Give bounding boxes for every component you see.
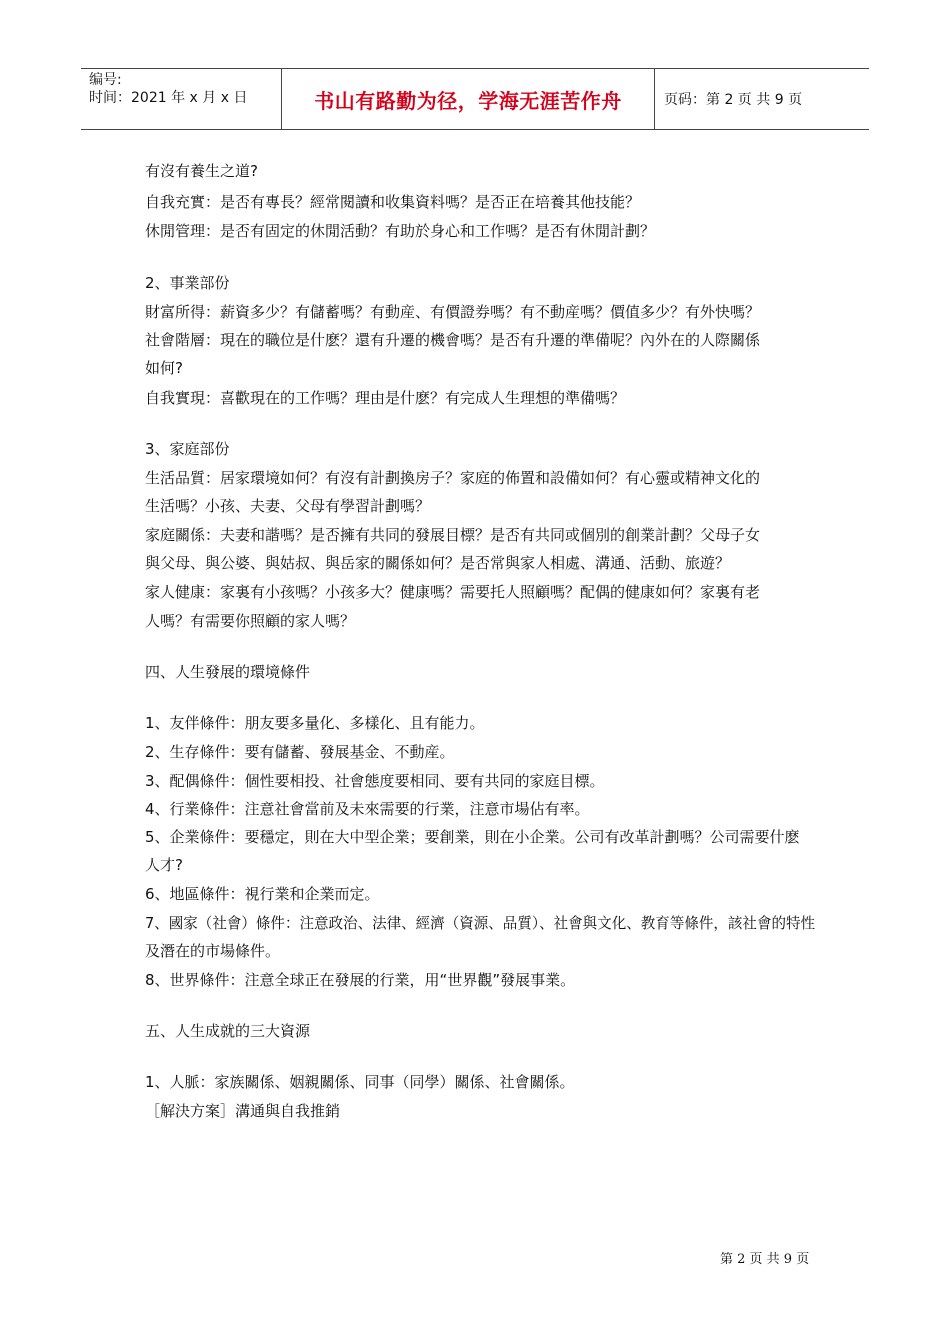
list-item: 7、國家（社會）條件：注意政治、法律、經濟（資源、品質）、社會與文化、教育等條件，該社會的特性 bbox=[145, 914, 816, 932]
list-item: 1、友伴條件：朋友要多量化、多樣化、且有能力。 bbox=[145, 714, 485, 732]
body-line: 家庭關係：夫妻和諧嗎？是否擁有共同的發展目標？是否有共同或個別的創業計劃？父母子女 bbox=[145, 526, 761, 544]
body-line: 自我充實：是否有專長？經常閱讀和收集資料嗎？是否正在培養其他技能？ bbox=[145, 193, 641, 211]
list-item-continuation: 人才? bbox=[145, 856, 183, 874]
header-motto: 书山有路勤为径，学海无涯苦作舟 bbox=[314, 88, 622, 113]
body-line: 財富所得：薪資多少？有儲蓄嗎？有動産、有價證券嗎？有不動産嗎？價值多少？有外快嗎？ bbox=[145, 303, 761, 321]
body-line: 人嗎？有需要你照顧的家人嗎？ bbox=[145, 612, 356, 630]
list-item: 5、企業條件：要穩定，則在大中型企業；要創業，則在小企業。公司有改革計劃嗎？公司需要什麽 bbox=[145, 828, 800, 846]
list-item: 2、生存條件：要有儲蓄、發展基金、不動産。 bbox=[145, 743, 455, 761]
body-line: 休閒管理：是否有固定的休閒活動？有助於身心和工作嗎？是否有休閒計劃？ bbox=[145, 222, 656, 240]
section-heading: 3、家庭部份 bbox=[145, 440, 230, 458]
section-heading: 2、事業部份 bbox=[145, 274, 230, 292]
section-heading: 四、人生發展的環境條件 bbox=[145, 663, 311, 681]
body-line: 社會階層：現在的職位是什麽？還有升遷的機會嗎？是否有升遷的準備呢？內外在的人際關係 bbox=[145, 331, 761, 349]
header-page-cell bbox=[654, 69, 869, 129]
header-page-info: 页码：第 2 页 共 9 页 bbox=[664, 92, 803, 108]
header-meta-cell bbox=[81, 69, 281, 129]
document-number-label: 编号: bbox=[89, 72, 122, 88]
document-date-label: 时间：2021 年 x 月 x 日 bbox=[89, 90, 248, 106]
body-line: 生活品質：居家環境如何？有沒有計劃換房子？家庭的佈置和設備如何？有心靈或精神文化的 bbox=[145, 469, 761, 487]
list-item: 3、配偶條件：個性要相投、社會態度要相同、要有共同的家庭目標。 bbox=[145, 772, 605, 790]
body-line: 如何? bbox=[145, 359, 183, 377]
body-line: 有沒有養生之道? bbox=[145, 162, 258, 180]
list-item: 8、世界條件：注意全球正在發展的行業，用“世界觀”發展事業。 bbox=[145, 971, 576, 989]
body-line: 家人健康：家裏有小孩嗎？小孩多大？健康嗎？需要托人照顧嗎？配偶的健康如何？家裏有老 bbox=[145, 583, 761, 601]
list-item: 1、人脈：家族關係、姻親關係、同事（同學）關係、社會關係。 bbox=[145, 1073, 575, 1091]
list-item: 4、行業條件：注意社會當前及未來需要的行業，注意市場佔有率。 bbox=[145, 800, 590, 818]
header-motto-cell bbox=[281, 69, 655, 129]
page-header bbox=[81, 68, 869, 130]
body-line: ［解決方案］溝通與自我推銷 bbox=[145, 1102, 341, 1120]
list-item-continuation: 及潛在的市場條件。 bbox=[145, 942, 281, 960]
list-item: 6、地區條件：視行業和企業而定。 bbox=[145, 885, 380, 903]
footer-page-info: 第 2 页 共 9 页 bbox=[720, 1252, 810, 1267]
body-line: 與父母、與公婆、與姑叔、與岳家的關係如何？是否常與家人相處、溝通、活動、旅遊？ bbox=[145, 554, 731, 572]
body-line: 自我實現：喜歡現在的工作嗎？理由是什麽？有完成人生理想的準備嗎？ bbox=[145, 389, 626, 407]
section-heading: 五、人生成就的三大資源 bbox=[145, 1022, 311, 1040]
body-line: 生活嗎？小孩、夫妻、父母有學習計劃嗎？ bbox=[145, 497, 431, 515]
